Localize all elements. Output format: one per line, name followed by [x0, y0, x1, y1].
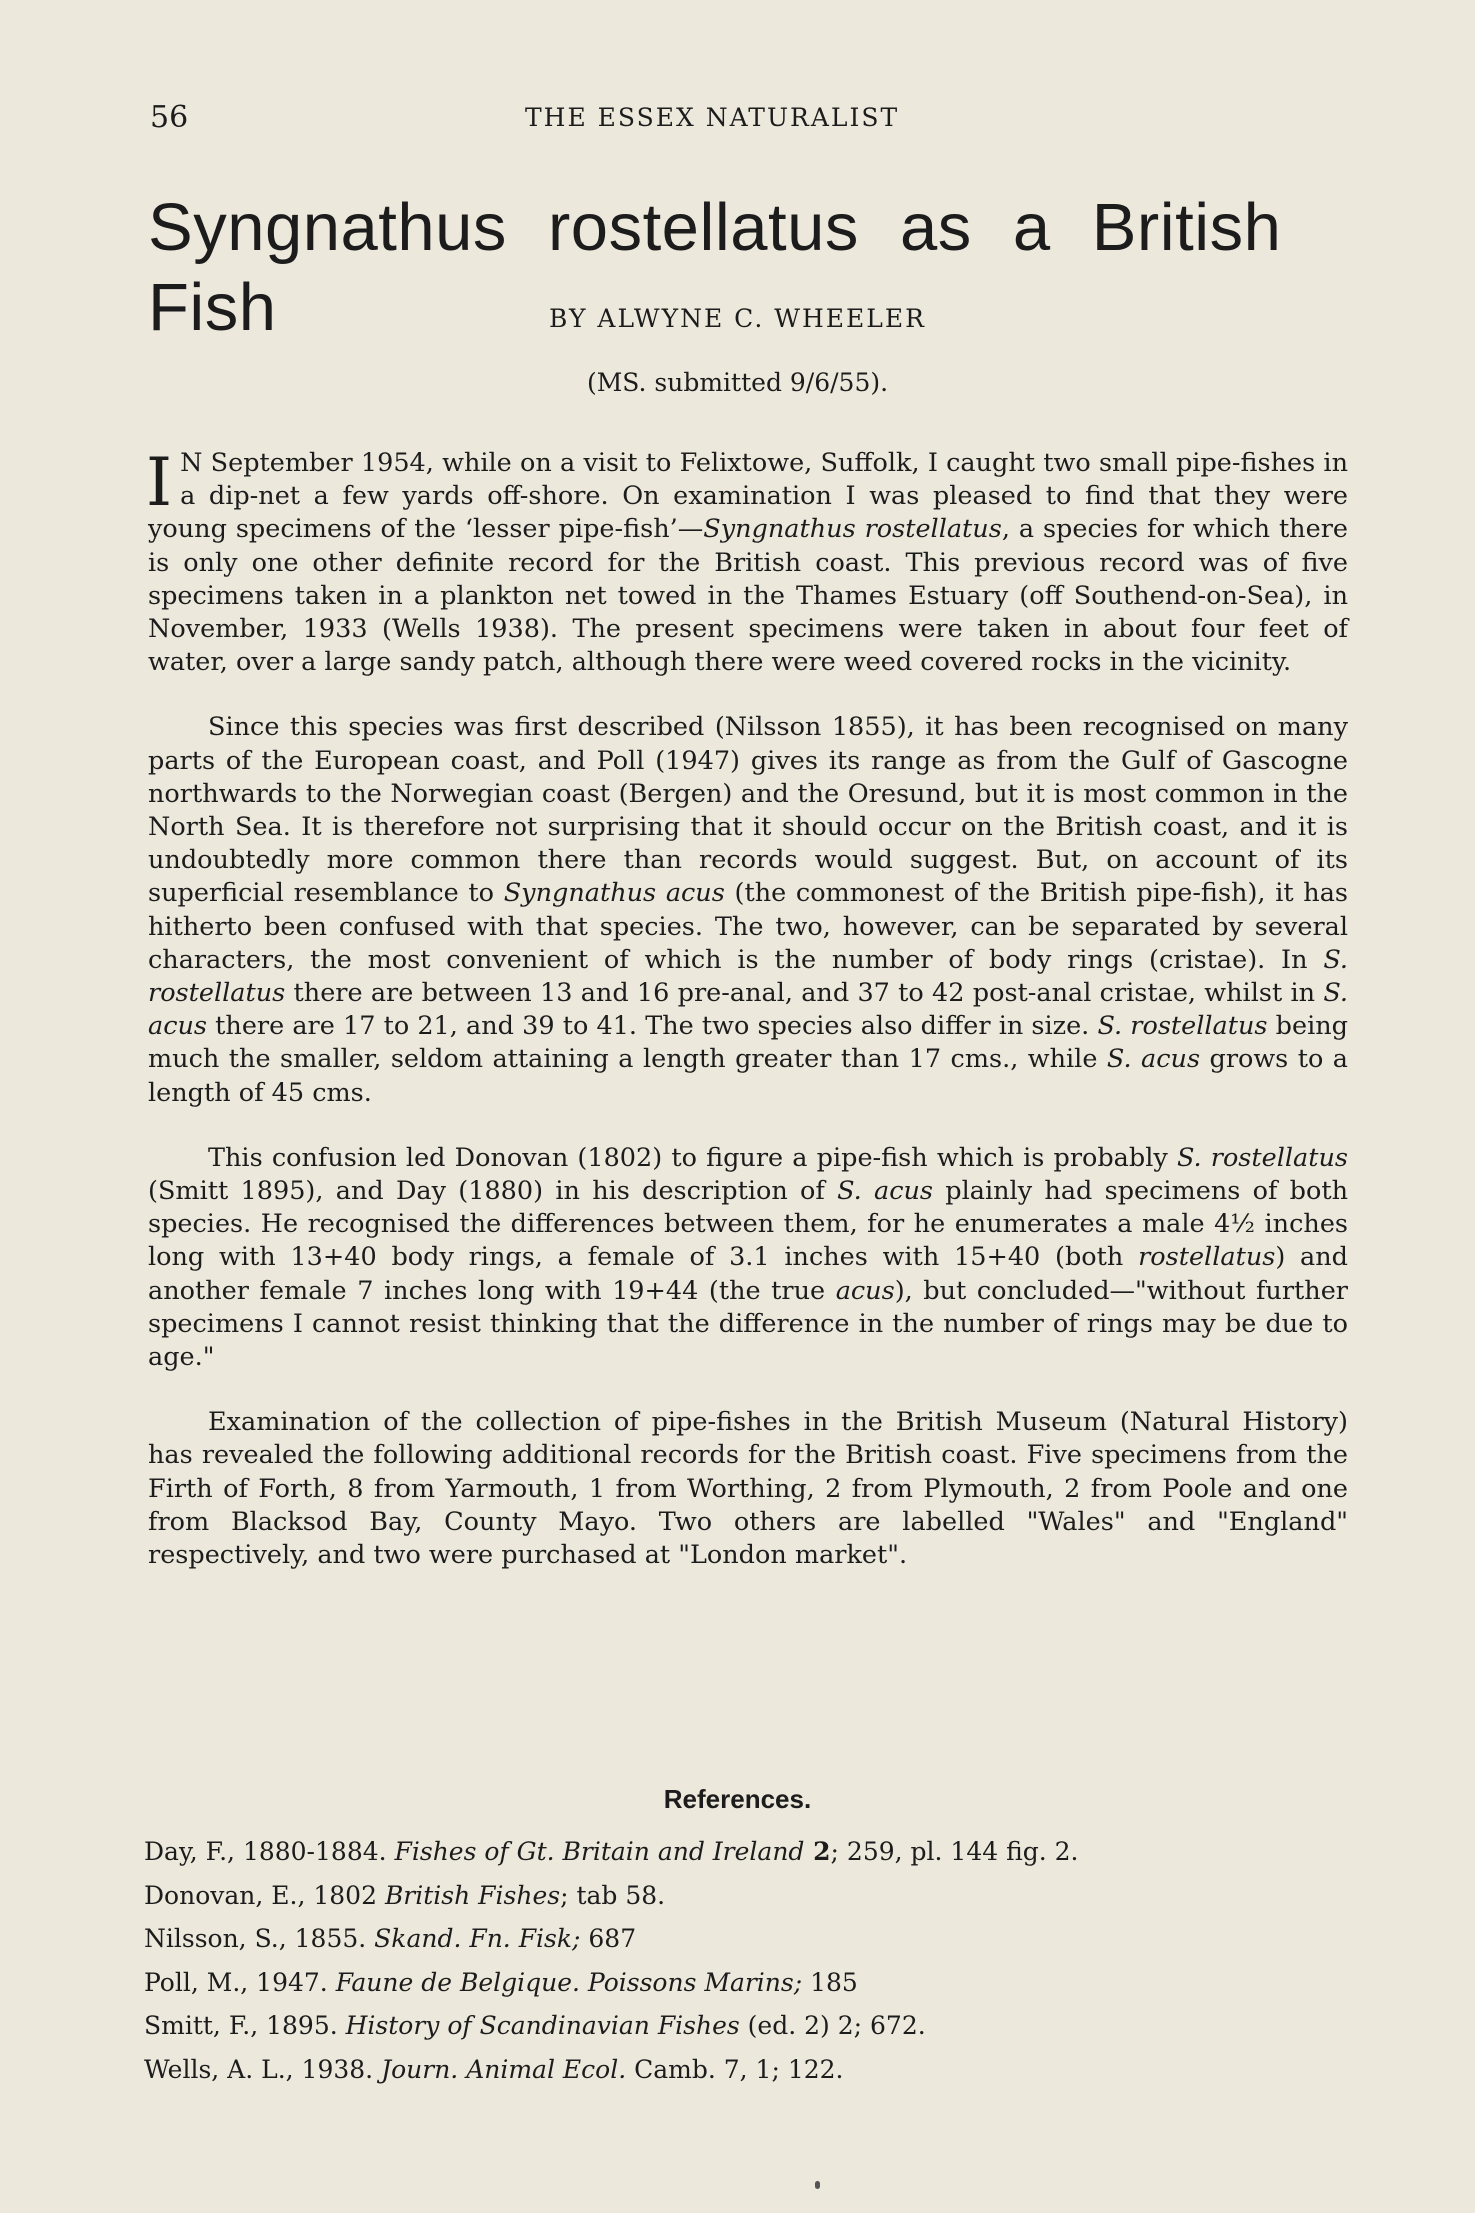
reference-item: Wells, A. L., 1938. Journ. Animal Ecol. Camb. 7, 1; 122. [144, 2054, 844, 2084]
reference-item: Donovan, E., 1802 British Fishes; tab 58. [144, 1880, 666, 1910]
references-list [144, 1830, 1364, 2091]
reference-item: Day, F., 1880-1884. Fishes of Gt. Britain and Ireland 2; 259, pl. 144 fig. 2. [144, 1837, 1079, 1866]
byline: BY ALWYNE C. WHEELER [549, 304, 926, 333]
submission-date: (MS. submitted 9/6/55). [586, 368, 889, 397]
paragraph-3: This confusion led Donovan (1802) to figure a pipe-fish which is probably S. rostellatus (Smitt 1895), and Day (1880) in his description of S. acus plainly had specimens of both species. He recognised the differences between them, for he enumerates a male 4½ inches long with 13+40 body rings, a female of 3.1 inches with 15+40 (both rostellatus) and another female 7 inches long with 19+44 (the true acus), but concluded—"without further specimens I cannot resist thinking that the difference in the number of rings may be due to age." [148, 1142, 1349, 1373]
drop-cap: I [146, 444, 173, 521]
running-head: THE ESSEX NATURALIST [525, 103, 900, 132]
page-number: 56 [150, 100, 189, 135]
paragraph-2: Since this species was first described (Nilsson 1855), it has been recognised on many parts of the European coast, and Poll (1947) gives its range as from the Gulf of Gascogne northwards to the Norwegian coast (Bergen) and the Oresund, but it is most common in the North Sea. It is therefore not surprising that it should occur on the British coast, and it is undoubtedly more common there than records would suggest. But, on account of its superficial resemblance to Syngnathus acus (the commonest of the British pipe-fish), it has hitherto been confused with that species. The two, however, can be separated by several characters, the most convenient of which is the number of body rings (cristae). In S. rostellatus there are between 13 and 16 pre-anal, and 37 to 42 post-anal cristae, whilst in S. acus there are 17 to 21, and 39 to 41. The two species also differ in size. S. rostellatus being much the smaller, seldom attaining a length greater than 17 cms., while S. acus grows to a length of 45 cms. [148, 712, 1348, 1108]
article-body [146, 444, 1349, 1604]
reference-item: Poll, M., 1947. Faune de Belgique. Poissons Marins; 185 [144, 1967, 858, 1997]
paragraph-4: Examination of the collection of pipe-fishes in the British Museum (Natural History) has revealed the following additional records for the British coast. Five specimens from the Firth of Forth, 8 from Yarmouth, 1 from Worthing, 2 from Plymouth, 2 from Poole and one from Blacksod Bay, County Mayo. Two others are labelled "Wales" and "England" respectively, and two were purchased at "London market". [148, 1407, 1348, 1571]
reference-item: Nilsson, S., 1855. Skand. Fn. Fisk; 687 [144, 1924, 637, 1953]
reference-item: Smitt, F., 1895. History of Scandinavian Fishes (ed. 2) 2; 672. [144, 2011, 926, 2040]
paragraph-1: I N September 1954, while on a visit to Felixtowe, Suffolk, I caught two small pipe-fishes in a dip-net a few yards off-shore. On examination I was pleased to find that they were young specimens of the ‘lesser pipe-fish’—Syngnathus rostellatus, a species for which there is only one other definite record for the British coast. This previous record was of five specimens taken in a plankton net towed in the Thames Estuary (off Southend-on-Sea), in November, 1933 (Wells 1938). The present specimens were taken in about four feet of water, over a large sandy patch, although there were weed covered rocks in the vicinity. [146, 444, 1348, 678]
article-title: Syngnathus rostellatus as a British Fish [148, 190, 1282, 345]
references-heading: References. [663, 1784, 812, 1814]
ink-speck [815, 2181, 820, 2189]
page-header [150, 100, 1350, 140]
